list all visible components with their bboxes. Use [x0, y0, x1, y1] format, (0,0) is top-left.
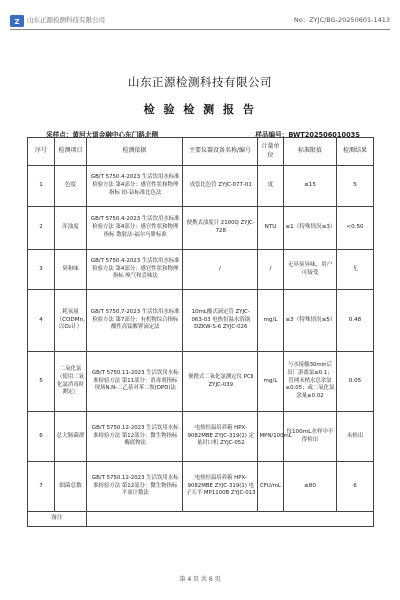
report-header-bar	[10, 14, 390, 28]
row-limit: 与水接触30min后出厂游离氯≥0.1；管网末梢水总余氯≥0.05；或二氧化氯余量≥0.02	[284, 352, 337, 412]
row-unit: NTU	[258, 207, 284, 250]
row-basis: GB/T 5750.4-2023 生活饮用水标准检验方法 第4部分：感官性状和物理指标 散射法-福尔马肼标准	[87, 207, 183, 250]
header-company-name: 山东正源检测科技有限公司	[27, 16, 105, 24]
header-divider	[10, 29, 390, 30]
row-basis: GB/T 5750.12-2023 生活饮用水标准检验方法 第12部分：微生物指标 酶底物法	[87, 412, 183, 462]
company-logo-icon	[10, 15, 24, 27]
row-item: 臭和味	[55, 250, 87, 290]
svg-text:Z: Z	[14, 18, 20, 26]
table-row	[28, 207, 374, 250]
row-unit: mg/L	[258, 352, 284, 412]
row-item: 二氧化氯（使用二氧化氯消毒时测定）	[55, 352, 87, 412]
row-limit: 无异臭异味，用户可接受	[284, 250, 337, 290]
row-item: 耗氧量（CODMn，以O₂计）	[55, 290, 87, 352]
row-result: <0.50	[337, 207, 374, 250]
table-header-row	[28, 138, 374, 166]
remark-label: 备注	[28, 512, 87, 527]
row-no: 5	[28, 352, 55, 412]
row-no: 4	[28, 290, 55, 352]
row-unit: mg/L	[258, 290, 284, 352]
row-no: 7	[28, 462, 55, 512]
row-unit: MPN/100mL	[258, 412, 284, 462]
table-row	[28, 250, 374, 290]
row-basis: GB/T 5750.7-2023 生活饮用水标准检验方法 第7部分：有机物综合指标 酸性高锰酸钾滴定法	[87, 290, 183, 352]
row-basis: GB/T 5750.12-2023 生活饮用水标准检验方法 第12部分：微生物指标 平皿计数法	[87, 462, 183, 512]
row-unit: CFU/mL	[258, 462, 284, 512]
row-limit: 每100mL水样中不得检出	[284, 412, 337, 462]
report-number: No：ZYJC/BG-20250601-1413	[293, 16, 390, 24]
row-instrument: /	[183, 250, 258, 290]
row-limit: ≤80	[284, 462, 337, 512]
row-result: 6	[337, 462, 374, 512]
header-limit: 标准限值	[284, 138, 337, 166]
row-basis: GB/T 5750.4-2023 生活饮用水标准检验方法 第4部分：感官性状和物理指标 嗅气和尝味法	[87, 250, 183, 290]
report-title: 检 验 检 测 报 告	[143, 103, 257, 116]
row-result: 0.05	[337, 352, 374, 412]
row-basis: GB/T 5750.11-2023 生活饮用水标准检验方法 第11部分：消毒剂指标 现场N,N-二乙基对苯二胺(DPD)法	[87, 352, 183, 412]
header-unit: 计量单位	[258, 138, 284, 166]
remark-row	[28, 512, 374, 527]
table-row	[28, 352, 374, 412]
page-number: 第 4 页 共 6 页	[179, 576, 221, 583]
header-item: 检测项目	[55, 138, 87, 166]
row-item: 总大肠菌群	[55, 412, 87, 462]
company-title: 山东正源检测科技有限公司	[128, 75, 272, 89]
row-basis: GB/T 5750.4-2023 生活饮用水标准检验方法 第4部分：感官性状和物理指标 铂-钴标准比色法	[87, 166, 183, 207]
header-no: 序号	[28, 138, 55, 166]
remark-value	[87, 512, 374, 527]
row-instrument: 电热恒温培养箱 HPX-9082MBE ZYJC-319(1) 电子天平 MP1100B ZYJC-013	[183, 462, 258, 512]
row-instrument: 电热恒温培养箱 HPX-9082MBE ZYJC-319(1) 定量封口机 ZYJC-052	[183, 412, 258, 462]
table-row	[28, 412, 374, 462]
header-basis: 检测依据	[87, 138, 183, 166]
test-results-table	[27, 137, 374, 527]
row-instrument: 成套比色管 ZYJC-077-01	[183, 166, 258, 207]
row-limit: ≤1（特殊情况≤3）	[284, 207, 337, 250]
row-unit: /	[258, 250, 284, 290]
row-item: 色度	[55, 166, 87, 207]
row-item: 浑浊度	[55, 207, 87, 250]
row-limit: ≤15	[284, 166, 337, 207]
row-unit: 度	[258, 166, 284, 207]
sampling-address: 采样点：黄河大道金融中心东门路北侧	[46, 131, 159, 139]
table-row	[28, 166, 374, 207]
header-result: 检测结果	[337, 138, 374, 166]
row-result: 5	[337, 166, 374, 207]
header-instrument: 主要仪器设备名称/编号	[183, 138, 258, 166]
row-result: 未检出	[337, 412, 374, 462]
row-item: 细菌总数	[55, 462, 87, 512]
row-no: 6	[28, 412, 55, 462]
row-limit: ≤3（特殊情况≤5）	[284, 290, 337, 352]
sample-number: 样品编号：BWT20250601003S	[255, 131, 360, 139]
table-row	[28, 462, 374, 512]
row-no: 2	[28, 207, 55, 250]
row-instrument: 便携式二氧化氯测定仪 PCⅡ ZYJC-039	[183, 352, 258, 412]
row-no: 1	[28, 166, 55, 207]
row-result: 0.48	[337, 290, 374, 352]
row-no: 3	[28, 250, 55, 290]
row-instrument: 10mL酸式滴定管 ZYJC-063-03 电热恒温水浴锅 DZKW-S-6 ZYJC-026	[183, 290, 258, 352]
row-result: 无	[337, 250, 374, 290]
row-instrument: 便携式浊度计 2100Q ZYJC-728	[183, 207, 258, 250]
table-row	[28, 290, 374, 352]
